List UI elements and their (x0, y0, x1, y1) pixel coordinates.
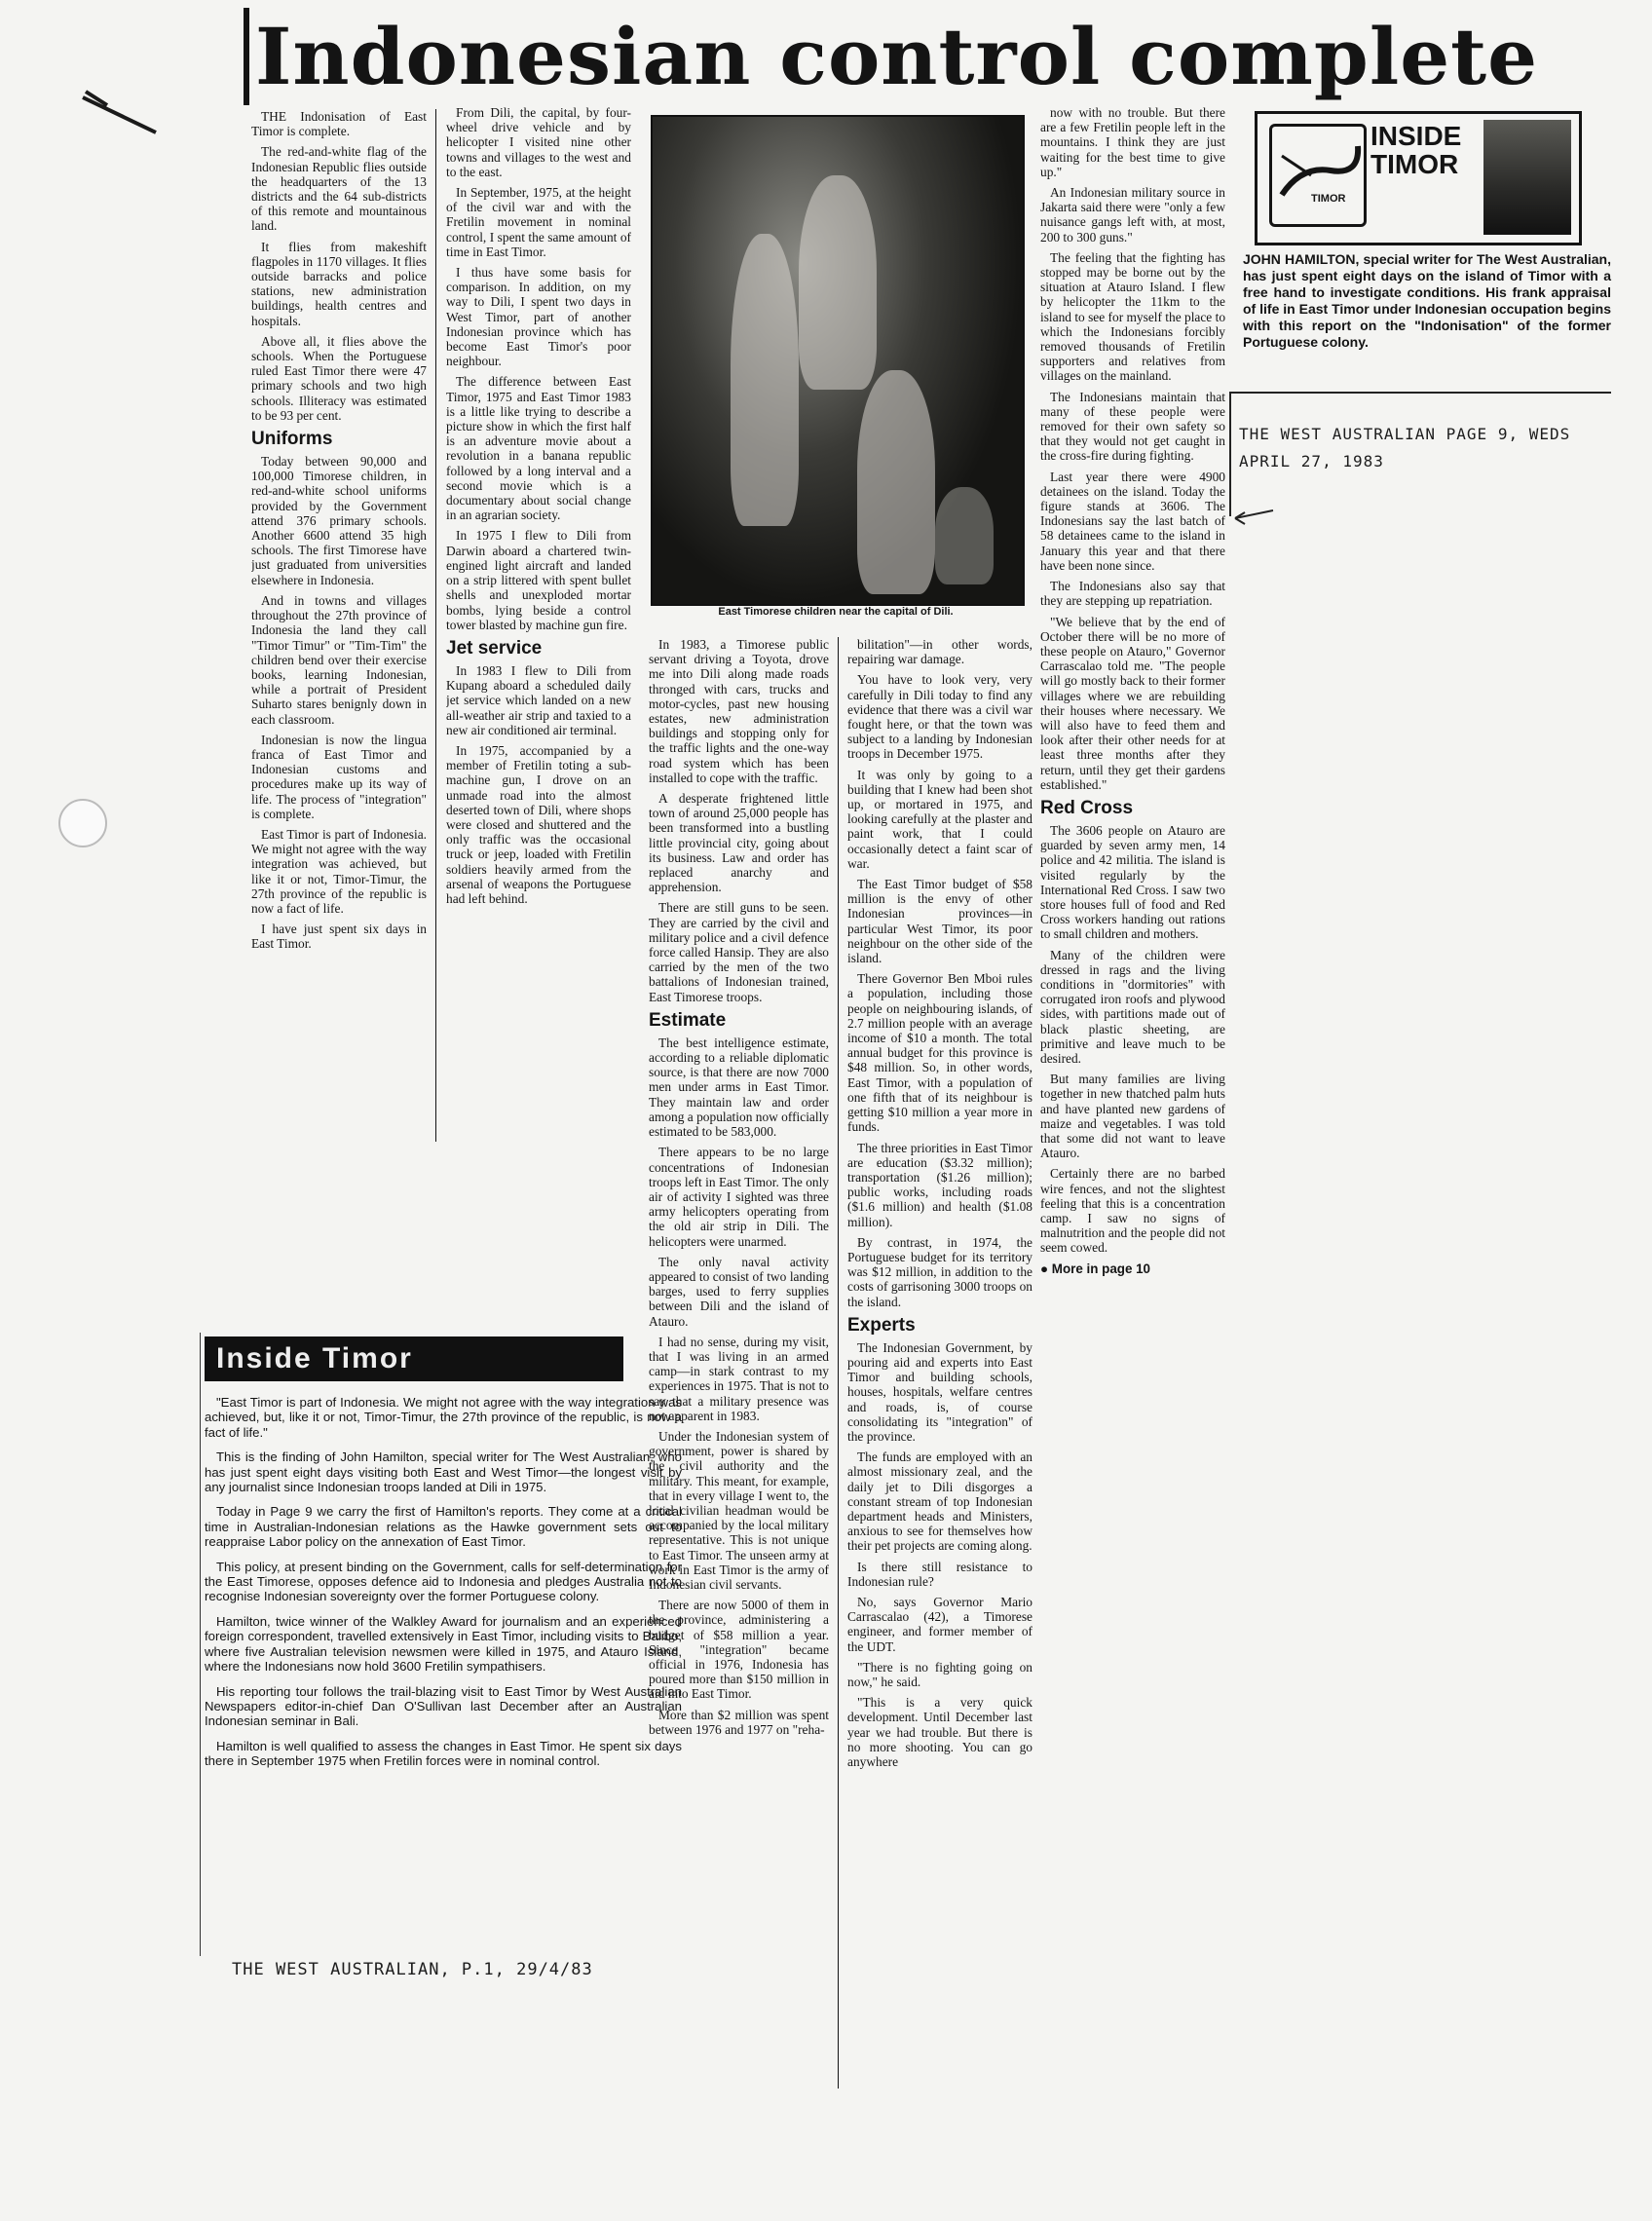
article-column-1 (251, 109, 427, 1142)
paragraph: Today in Page 9 we carry the first of Hamilton's reports. They come at a critical time in Australian-Indonesian relations as the Hawke government sets out to reappraise Labor policy on the annexation of East Timor. (205, 1504, 682, 1550)
paragraph: Certainly there are no barbed wire fences, and not the slightest feeling that this is a concentration camp. I saw no signs of malnutrition and the people did not seem cowed. (1040, 1166, 1225, 1256)
paragraph: There Governor Ben Mboi rules a population, including those people on neighbouring islands, of 2.7 million people with an average income of $10 a month. The total annual budget for this province is $48 million. So, in other words, East Timor, with a population of one fifth that of its neighbour is getting $10 million a year more in funds. (847, 971, 1032, 1135)
paragraph: It flies from makeshift flagpoles in 1170 villages. It flies outside barracks and police stations, new administration buildings, health centres and hospitals. (251, 239, 427, 328)
col1-paras (251, 109, 427, 423)
subhead-uniforms: Uniforms (251, 429, 333, 450)
paragraph: "There is no fighting going on now," he said. (847, 1659, 1032, 1689)
paragraph: The funds are employed with an almost missionary zeal, and the daily jet to Dili disgorges a constant stream of top Indonesian department heads and Ministers, anxious to see for themselves how their pet projects are coming along. (847, 1449, 1032, 1554)
paragraph: This is the finding of John Hamilton, special writer for The West Australian, who has just spent eight days visiting both East and West Timor—the longest visit by any journalist since Indonesian troops landed at Dili in 1975. (205, 1449, 682, 1495)
paragraph: There appears to be no large concentrations of Indonesian troops left in East Timor. The only air of activity I sighted was three army helicopters operating from the old air strip in Dili. The helicopters were unarmed. (649, 1145, 829, 1249)
paragraph: A desperate frightened little town of around 25,000 people has been transformed into a bustling little provincial city, going about its business. Law and order has replaced anarchy and apprehension. (649, 791, 829, 895)
paragraph: His reporting tour follows the trail-blazing visit to East Timor by West Australian Newspapers editor-in-chief Dan O'Sullivan last December after an Australian Indonesian seminar in Bali. (205, 1683, 682, 1729)
paragraph: "East Timor is part of Indonesia. We might not agree with the way integration was achieved, but, like it or not, Timor-Timur, the 27th province of the republic, is now a fact of life." (205, 1395, 682, 1440)
inside-timor-title: INSIDE TIMOR (1370, 121, 1462, 179)
continued-note: ● More in page 10 (1040, 1261, 1151, 1276)
timor-logo (1269, 124, 1367, 227)
logo-text: TIMOR (1311, 193, 1346, 205)
sidebar-rule (200, 1333, 201, 1956)
paragraph: The East Timor budget of $58 million is the envy of other Indonesian provinces—in particular West Timor, its poor neighbour on the other side of the island. (847, 877, 1032, 966)
photo-east-timorese-children (651, 115, 1025, 606)
paragraph: Is there still resistance to Indonesian rule? (847, 1559, 1032, 1589)
inside-timor-box (1255, 111, 1582, 245)
paragraph: The Indonesians maintain that many of these people were removed for their own safety so that they would not get caught in the cross-fire during fighting. (1040, 389, 1225, 464)
sidebar-text (205, 1395, 682, 1779)
article-column-2 (446, 105, 631, 1157)
paragraph: Many of the children were dressed in rags and the living conditions in "dormitories" with corrugated iron roofs and plywood sides, with partitions made out of black plastic sheeting, are primitive and leave much to be desired. (1040, 947, 1225, 1066)
paragraph: No, says Governor Mario Carrascalao (42), a Timorese engineer, and former member of the UDT. (847, 1594, 1032, 1654)
paragraph: Indonesian is now the lingua franca of East Timor and Indonesian customs and procedures make up its way of life. The process of "integration" is complete. (251, 732, 427, 821)
subhead-experts: Experts (847, 1314, 916, 1336)
paragraph: In 1983 I flew to Dili from Kupang aboard a scheduled daily jet service which landed on a new all-weather air strip and taxied to a new air conditioned air terminal. (446, 662, 631, 737)
paragraph: "We believe that by the end of October there will be no more of these people on Atauro," Governor Carrascalao told me. "The people will go mostly back to their former villages where we are rebuilding their houses where necessary. We will also have to feed them and look after their other needs for at least three months after they return, until they get their gardens established." (1040, 614, 1225, 792)
paragraph: From Dili, the capital, by four-wheel drive vehicle and by helicopter I visited nine other towns and villages to the west and to the east. (446, 105, 631, 179)
col4-paras2 (847, 1340, 1032, 1769)
column-rule (435, 109, 436, 1142)
paragraph: There are still guns to be seen. They are carried by the civil and military police and a civil defence force called Hansip. They are also carried by the men of the two battalions of Indonesian trained, East Timorese troops. (649, 900, 829, 1004)
pen-mark (78, 86, 166, 144)
headline: Indonesian control complete (244, 8, 1607, 105)
paragraph: The difference between East Timor, 1975 and East Timor 1983 is a little like trying to describe a picture show in which the first half is an adventure movie about a revolution in a banana republic followed by a long interval and a second movie which is a documentary about social change in an agrarian society. (446, 374, 631, 523)
handwritten-source-note-bottom: THE WEST AUSTRALIAN, P.1, 29/4/83 (232, 1960, 593, 1979)
paragraph: "This is a very quick development. Until December last year we had trouble. But there is no more shooting. You can go anywhere (847, 1695, 1032, 1770)
paragraph: An Indonesian military source in Jakarta said there were "only a few nuisance gangs left with, at most, 200 to 300 guns." (1040, 185, 1225, 245)
paragraph: Last year there were 4900 detainees on the island. Today the figure stands at 3606. The Indonesians say the last batch of 58 detainees came to the island in January this year and that there have been none since. (1040, 469, 1225, 573)
paragraph: This policy, at present binding on the Government, calls for self-determination for the East Timorese, opposes defence aid to Indonesia and pledges Australia not to recognise Indonesian sovereignty over the former Portuguese colony. (205, 1559, 682, 1604)
paragraph: Above all, it flies above the schools. When the Portuguese ruled East Timor there were 47 primary schools and two high schools. Illiteracy was estimated to be 93 per cent. (251, 333, 427, 423)
paragraph: The three priorities in East Timor are education ($3.32 million); transportation ($1.26 million); public works, including roads ($1.6 million) and health ($1.08 million). (847, 1140, 1032, 1229)
paragraph: The only naval activity appeared to consist of two landing barges, used to ferry supplies between Dili and the island of Atauro. (649, 1254, 829, 1329)
subhead-estimate: Estimate (649, 1009, 727, 1031)
col5-paras2 (1040, 823, 1225, 1256)
paragraph: But many families are living together in new thatched palm huts and have planted new gardens of maize and vegetables. I was told that some did not want to leave Atauro. (1040, 1072, 1225, 1161)
paragraph: The feeling that the fighting has stopped may be borne out by the situation at Atauro Island. I flew by helicopter the 11km to the island to see for myself the place to which the Indonesians forcibly removed thousands of Fretilin supporters and relatives from villages on the mainland. (1040, 249, 1225, 384)
paragraph: Hamilton, twice winner of the Walkley Award for journalism and an experienced foreign correspondent, travelled extensively in East Timor, including visits to Balibo, where five Australian television newsmen were killed in 1975, and Atauro Island, where the Indonesians now hold 3600 Fretilin sympathisers. (205, 1613, 682, 1675)
article-column-4 (847, 637, 1032, 2098)
paragraph: Hamilton is well qualified to assess the changes in East Timor. He spent six days there in September 1975 when Fretilin forces were in nominal control. (205, 1738, 682, 1769)
paragraph: now with no trouble. But there are a few Fretilin people left in the mountains. I think they are just waiting for the best time to give up." (1040, 105, 1225, 179)
article-column-5 (1040, 105, 1225, 1693)
paragraph: And in towns and villages throughout the 27th province of Indonesia the land they call "Timor Timur" or "Tim-Tim" the children bend over their exercise books, learning Indonesian, while a portrait of President Suharto stares benignly down in each classroom. (251, 592, 427, 727)
col5-paras (1040, 105, 1225, 792)
handwritten-source-note: THE WEST AUSTRALIAN PAGE 9, WEDS APRIL 27, 1983 (1239, 425, 1571, 471)
column-rule (838, 637, 839, 2089)
arrow-mark (1229, 507, 1278, 526)
paragraph: The Indonesians also say that they are stepping up repatriation. (1040, 579, 1225, 609)
paragraph: In 1975 I flew to Dili from Darwin aboard a chartered twin-engined light aircraft and landed on a strip littered with spent bullet shells and unexploded mortar bombs, lying beside a control tower blasted by machine gun fire. (446, 528, 631, 632)
article-column-3 (649, 637, 829, 2098)
paragraph: I had no sense, during my visit, that I was living in an armed camp—in stark contrast to my experiences in 1975. That is not to say that a military presence was not apparent in 1983. (649, 1334, 829, 1423)
paragraph: bilitation"—in other words, repairing war damage. (847, 637, 1032, 667)
paragraph: The 3606 people on Atauro are guarded by seven army men, 14 police and 42 militia. The island is visited regularly by the International Red Cross. I saw two store houses full of food and Red Cross workers handing out rations to small children and mothers. (1040, 822, 1225, 942)
paragraph: East Timor is part of Indonesia. We might not agree with the way integration was achieved, but like it or not, Timor-Timur, the 27th province of the republic is now a fact of life. (251, 826, 427, 916)
paragraph: The best intelligence estimate, according to a reliable diplomatic source, is that there are now 7000 men under arms in East Timor. They maintain law and order among a population now officially estimated to be 583,000. (649, 1035, 829, 1140)
sidebar-paras (205, 1395, 682, 1769)
col2-paras (446, 105, 631, 632)
paragraph: Today between 90,000 and 100,000 Timorese children, in red-and-white school uniforms provided by the Government attend 376 primary schools. Another 6600 attend 35 high schools. The first Timorese have just graduated from universities elsewhere in Indonesia. (251, 454, 427, 587)
paragraph: Under the Indonesian system of government, power is shared by the civil authority and the military. This meant, for example, that in every village I went to, the local civilian headman would be accompanied by the local military representative. This is not unique to East Timor. The unseen army at work in East Timor is the army of Indonesian civil servants. (649, 1428, 829, 1592)
paragraph: I have just spent six days in East Timor. (251, 922, 427, 952)
col2-paras2 (446, 663, 631, 906)
portrait-john-hamilton (1483, 120, 1571, 235)
punch-hole (58, 799, 107, 847)
paragraph: There are now 5000 of them in the province, administering a budget of $58 million a year. Since "integration" became official in 1976, Indonesia has poured more than $150 million in aid into East Timor. (649, 1598, 829, 1702)
paragraph: More than $2 million was spent between 1976 and 1977 on "reha- (649, 1707, 829, 1737)
col1-paras2 (251, 454, 427, 952)
paragraph: THE Indonisation of East Timor is complete. (251, 109, 427, 139)
paragraph: In 1983, a Timorese public servant driving a Toyota, drove me into Dili along made roads thronged with cars, trucks and motor-cycles, past new housing estates, new administration buildings and stopping only for the traffic lights and the one-way road system which has been installed to cope with the traffic. (649, 637, 829, 785)
col3-paras (649, 637, 829, 1004)
col4-paras (847, 637, 1032, 1309)
subhead-red-cross: Red Cross (1040, 797, 1134, 818)
paragraph: It was only by going to a building that I knew had been shot up, or mortared in 1975, and looking carefully at the plaster and paint work, that I could occasionally detect a faint scar of war. (847, 767, 1032, 871)
paragraph: In September, 1975, at the height of the civil war and with the Fretilin movement in nominal control, I spent the same amount of time in East Timor. (446, 185, 631, 259)
subhead-jet-service: Jet service (446, 637, 543, 659)
paragraph: You have to look very, very carefully in Dili today to find any evidence that there was a civil war fought here, or that the town was subject to a landing by Indonesian troops in December 1975. (847, 672, 1032, 762)
photo-caption: East Timorese children near the capital of Dili. (718, 606, 954, 618)
paragraph: By contrast, in 1974, the Portuguese budget for its territory was $12 million, in addition to the costs of garrisoning 3000 troops on the island. (847, 1234, 1032, 1309)
paragraph: I thus have some basis for comparison. In addition, on my way to Dili, I spent two days in West Timor, part of another Indonesian province which has become East Timor's poor neighbour. (446, 265, 631, 369)
timor-island-icon (1272, 127, 1364, 224)
sidebar-heading: Inside Timor (205, 1336, 623, 1381)
series-intro: JOHN HAMILTON, special writer for The West Australian, has just spent eight days on the island of Timor with a free hand to investigate conditions. His frank appraisal of life in East Timor under Indonesian occupation begins with this report on the "Indonisation" of the former Portuguese colony. (1243, 251, 1611, 350)
paragraph: In 1975, accompanied by a member of Fretilin toting a sub-machine gun, I drove on an unmade road into the almost deserted town of Dili, where shops were closed and shuttered and the only traffic was the occasional truck or jeep, loaded with Fretilin soldiers heavily armed from the arsenal of weapons the Portuguese had left behind. (446, 742, 631, 906)
paragraph: The Indonesian Government, by pouring aid and experts into East Timor and building schools, houses, hospitals, welfare centres and roads, is, of course consolidating its "integration" of the province. (847, 1339, 1032, 1444)
paragraph: The red-and-white flag of the Indonesian Republic flies outside the headquarters of the 13 districts and the 64 sub-districts of this remote and mountainous land. (251, 144, 427, 234)
